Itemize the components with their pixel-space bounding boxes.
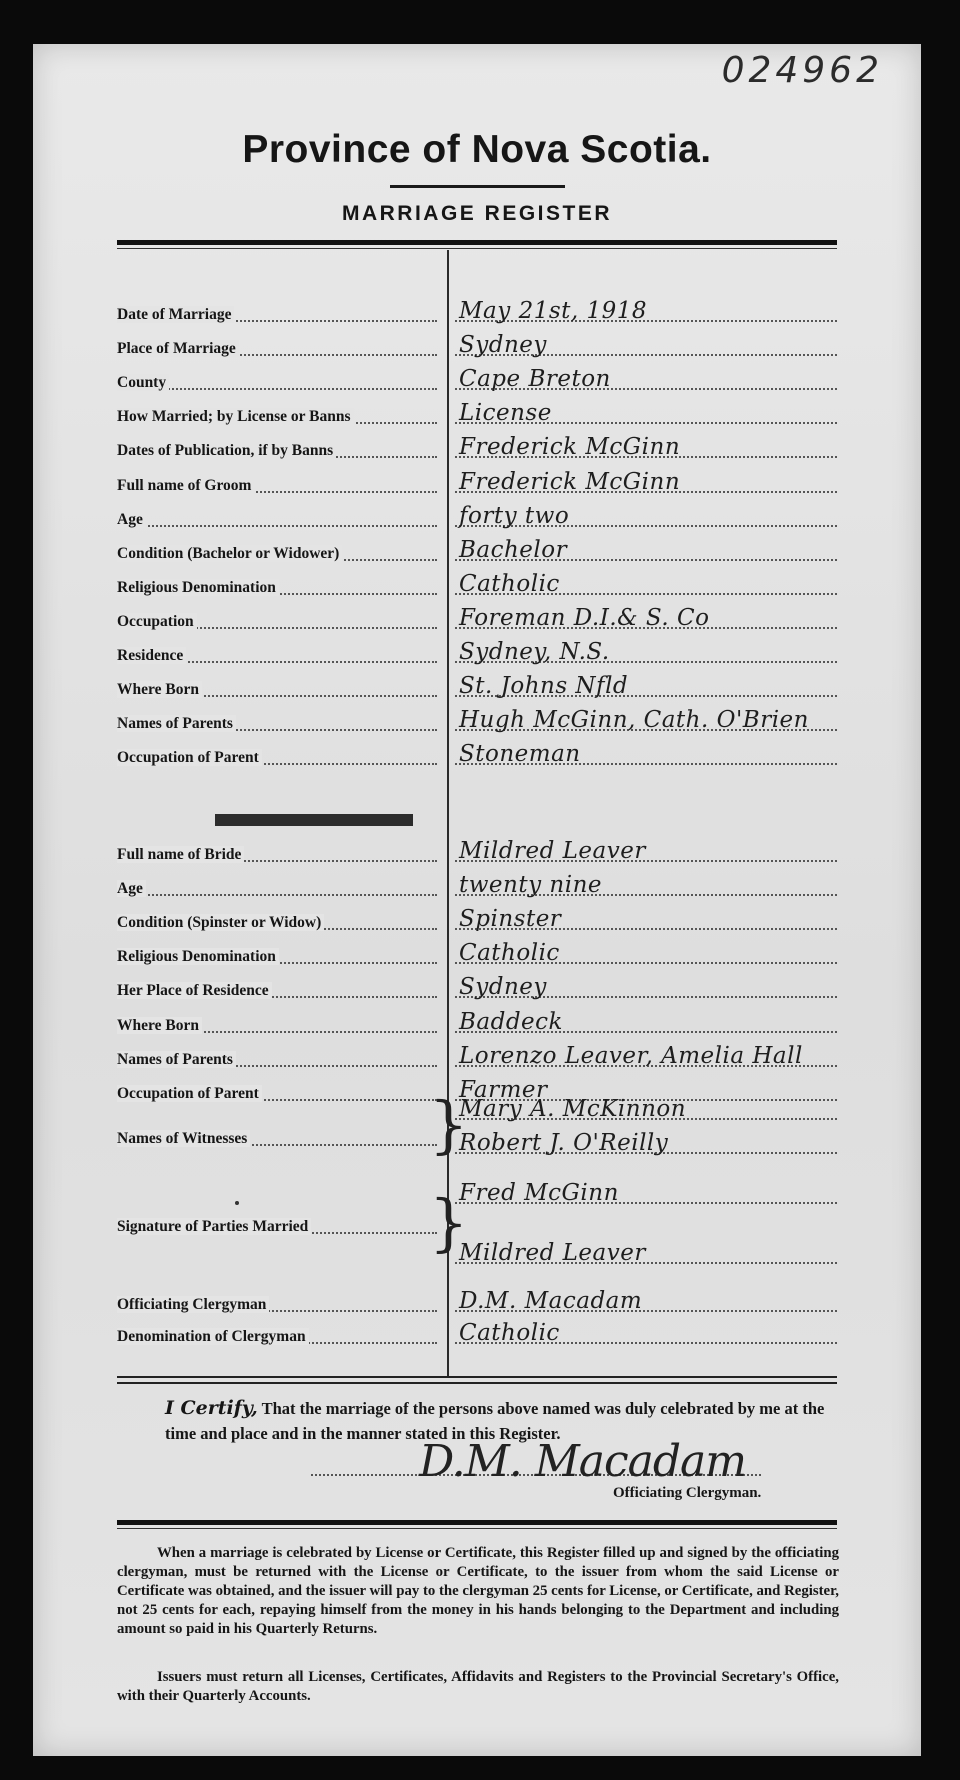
- field-value: Farmer: [459, 1076, 548, 1103]
- field-label: Date of Marriage: [117, 306, 234, 323]
- field-label: Full name of Groom: [117, 477, 254, 494]
- field-row: [117, 1009, 837, 1039]
- field-row: [117, 366, 837, 396]
- footer-rule: [117, 1520, 837, 1525]
- serial-number: 024962: [721, 50, 883, 91]
- witnesses-brace: }: [429, 1088, 469, 1161]
- field-row: [117, 906, 837, 936]
- field-value: Lorenzo Leaver, Amelia Hall: [459, 1042, 803, 1069]
- field-row: [117, 537, 837, 567]
- field-label: Her Place of Residence: [117, 982, 272, 999]
- field-value: St. Johns Nfld: [459, 673, 629, 700]
- field-label: Residence: [117, 647, 186, 664]
- instruction-note: When a marriage is celebrated by License or Certificate, this Register filled up and signed by the officiating clergyman, must be returned with the License or Certificate, to the issuer from whom the said License or Certificate was obtained, and the issuer will pay to the clergyman 25 cents for License, or Certificate, and Register, not 25 cents for each, repaying himself from the money in his hands belonging to the Department and including amount so paid in his Quarterly Returns.: [117, 1545, 839, 1637]
- clergyman-signature: D.M. Macadam: [419, 1436, 747, 1487]
- field-value: forty two: [459, 502, 570, 529]
- field-label: Age: [117, 511, 146, 528]
- field-label: Place of Marriage: [117, 340, 239, 357]
- field-row: [117, 974, 837, 1004]
- field-row: [117, 1043, 837, 1073]
- party-2-row: [117, 1240, 837, 1270]
- field-label: County: [117, 374, 169, 391]
- field-label: Officiating Clergyman: [117, 1296, 269, 1313]
- field-label: Where Born: [117, 1017, 202, 1034]
- field-value: twenty nine: [459, 872, 602, 899]
- header-rule: [117, 240, 837, 245]
- field-value: Bachelor: [459, 536, 568, 563]
- field-value: Catholic: [459, 940, 560, 967]
- field-value: Foreman D.I.& S. Co: [459, 604, 710, 631]
- certify-lead: I Certify,: [165, 1397, 258, 1419]
- field-label: Age: [117, 880, 146, 897]
- field-row: [117, 298, 837, 328]
- redacted-bar: [215, 814, 413, 826]
- field-row: [117, 838, 837, 868]
- parties-row: [117, 1210, 837, 1240]
- party-2-signature: Mildred Leaver: [459, 1240, 646, 1266]
- field-row: [117, 332, 837, 362]
- field-row: [117, 1320, 837, 1350]
- title-divider: [390, 185, 565, 188]
- parties-brace: }: [429, 1186, 469, 1259]
- field-value: Sydney, N.S.: [459, 639, 610, 665]
- field-value: Baddeck: [459, 1008, 563, 1035]
- field-value: License: [459, 400, 552, 427]
- section-rule-2: [117, 1382, 837, 1384]
- section-rule: [117, 1376, 837, 1378]
- field-row: [117, 673, 837, 703]
- field-label: Where Born: [117, 681, 202, 698]
- field-row: [117, 605, 837, 635]
- party-1-signature: Fred McGinn: [459, 1180, 619, 1206]
- witnesses-label: Names of Witnesses: [117, 1130, 250, 1147]
- field-value: May 21st, 1918: [459, 298, 648, 324]
- field-label: Names of Parents: [117, 1051, 236, 1068]
- issuer-note: Issuers must return all Licenses, Certificates, Affidavits and Registers to the Provincial Secretary's Office, with their Quarterly Accounts.: [117, 1669, 839, 1704]
- field-row: [117, 639, 837, 669]
- field-row: [117, 571, 837, 601]
- parties-label: Signature of Parties Married: [117, 1218, 311, 1235]
- field-label: Condition (Spinster or Widow): [117, 914, 324, 931]
- field-value: Hugh McGinn, Cath. O'Brien: [459, 707, 809, 734]
- field-row: [117, 741, 837, 771]
- document-title: Province of Nova Scotia.: [242, 128, 712, 171]
- field-row: [117, 400, 837, 430]
- field-label: Religious Denomination: [117, 579, 279, 596]
- field-value: Stoneman: [459, 741, 581, 768]
- field-row: [117, 469, 837, 499]
- field-row: [117, 707, 837, 737]
- witness-2-value: Robert J. O'Reilly: [459, 1130, 669, 1156]
- signature-caption: Officiating Clergyman.: [613, 1485, 762, 1501]
- field-value: Frederick McGinn: [459, 468, 681, 495]
- field-label: Denomination of Clergyman: [117, 1328, 309, 1345]
- field-value: Sydney: [459, 332, 547, 359]
- field-label: Religious Denomination: [117, 948, 279, 965]
- field-value: Spinster: [459, 906, 562, 933]
- field-label: Occupation of Parent: [117, 1085, 262, 1102]
- field-value: Sydney: [459, 974, 547, 1001]
- field-value: Mildred Leaver: [459, 838, 646, 864]
- document-subtitle: MARRIAGE REGISTER: [341, 202, 612, 225]
- header-rule-thin: [117, 248, 837, 249]
- field-row: [117, 872, 837, 902]
- marriage-register-form: [33, 44, 921, 1756]
- footer-rule-thin: [117, 1528, 837, 1529]
- field-value: D.M. Macadam: [459, 1288, 643, 1314]
- field-label: Names of Parents: [117, 715, 236, 732]
- field-row: [117, 434, 837, 464]
- field-row: [117, 503, 837, 533]
- field-value: Catholic: [459, 1320, 560, 1346]
- party-1-row: [117, 1180, 837, 1210]
- field-row: [117, 1288, 837, 1318]
- field-label: Condition (Bachelor or Widower): [117, 545, 342, 562]
- certify-body: That the marriage of the persons above named was duly celebrated by me at the time and place and in the manner stated in this Register.: [165, 1399, 825, 1443]
- field-value: Catholic: [459, 570, 560, 597]
- field-label: Dates of Publication, if by Banns: [117, 442, 336, 459]
- field-value: Frederick McGinn: [459, 434, 681, 461]
- field-label: Occupation of Parent: [117, 749, 262, 766]
- field-label: Occupation: [117, 613, 197, 630]
- witness-1-value: Mary A. McKinnon: [459, 1096, 687, 1122]
- field-label: How Married; by License or Banns: [117, 408, 354, 425]
- field-label: Full name of Bride: [117, 846, 244, 863]
- field-row: [117, 940, 837, 970]
- field-value: Cape Breton: [459, 366, 611, 393]
